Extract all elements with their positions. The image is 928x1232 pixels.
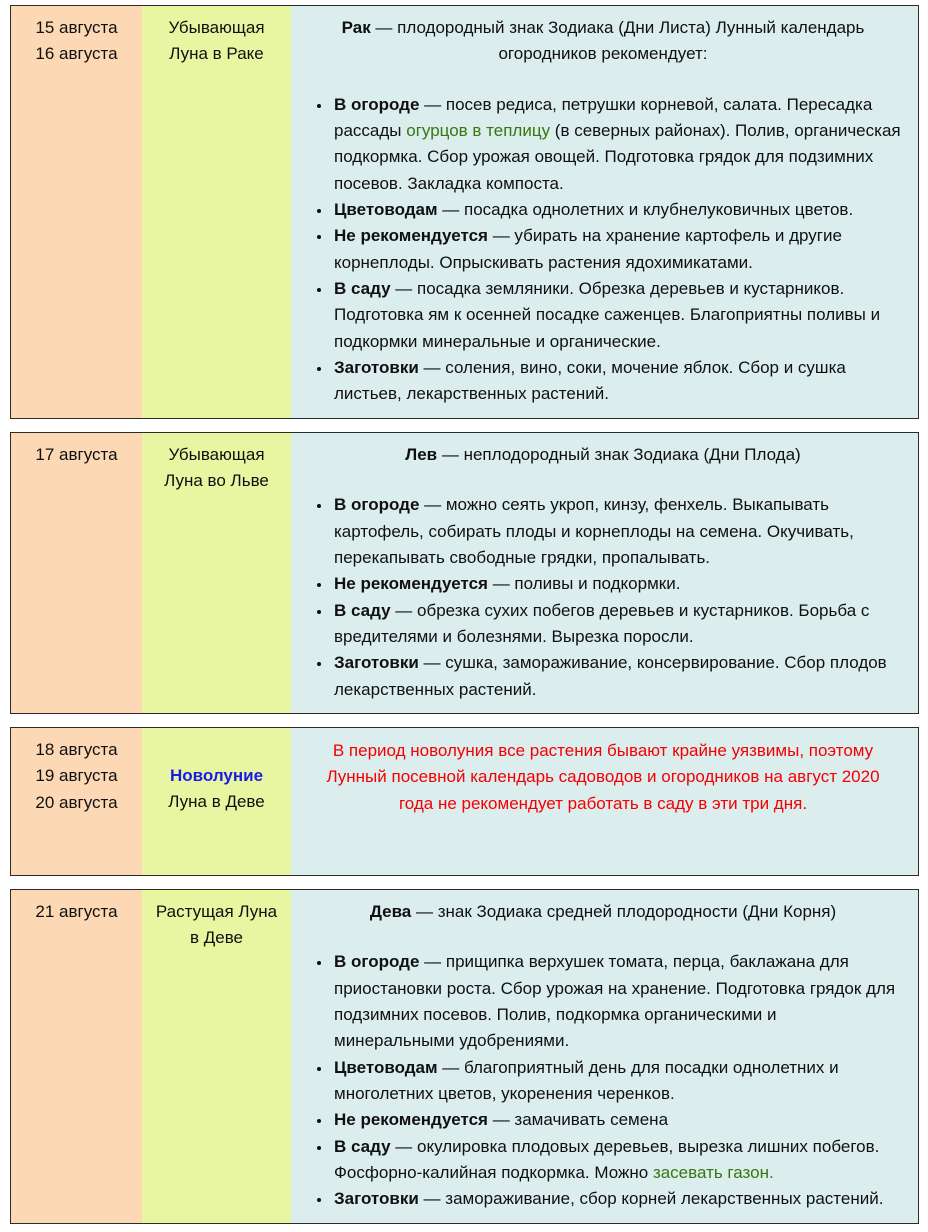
moon-phase-line: Убывающая xyxy=(168,444,265,464)
calendar-row-aug17 xyxy=(10,432,919,714)
recommendation-item xyxy=(332,223,901,276)
recommendation-term: Заготовки xyxy=(334,1189,419,1209)
recommendation-term: Не рекомендуется xyxy=(334,574,488,594)
recommendation-item xyxy=(332,1055,901,1108)
recommendations-list xyxy=(305,492,901,703)
date-cell xyxy=(11,6,142,418)
recommendation-text: (в северных районах). Полив, органическая подкормка. Сбор урожая овощей. Подготовка грядок для подзимних посевов. Закладка компоста. xyxy=(334,121,901,193)
moon-phase-cell xyxy=(142,890,291,1223)
moon-phase-line: в Деве xyxy=(189,928,244,948)
moon-phase-line: Убывающая xyxy=(168,18,265,37)
calendar-row-aug15-16 xyxy=(10,5,919,419)
recommendations-cell xyxy=(291,890,918,1223)
newmoon-warning: В период новолуния все растения бывают крайне уязвимы, поэтому Лунный посевной календарь садоводов и огородников на август 2020 года не рекомендует работать в саду в эти три дня. xyxy=(326,740,880,813)
recommendations-cell xyxy=(291,728,918,875)
zodiac-header-rest: — плодородный знак Зодиака (Дни Листа) Лунный календарь огородников рекомендует: xyxy=(370,18,865,64)
recommendation-item xyxy=(332,197,901,223)
zodiac-header xyxy=(305,15,901,68)
recommendation-text: — обрезка сухих побегов деревьев и кустарников. Борьба с вредителями и болезнями. Вырезка поросли. xyxy=(334,600,870,646)
greenhouse-cucumbers-link[interactable]: огурцов в теплицу xyxy=(406,121,551,141)
calendar-row-aug18-20 xyxy=(10,727,919,876)
recommendation-item xyxy=(332,1186,901,1212)
moon-phase-line: Луна в Деве xyxy=(168,792,265,812)
recommendation-term: Цветоводам xyxy=(334,1057,438,1077)
recommendation-item xyxy=(332,1107,901,1133)
recommendation-term: В огороде xyxy=(334,952,420,972)
recommendation-text: — посадка земляники. Обрезка деревьев и кустарников. Подготовка ям к осенней посадке саженцев. Благоприятны поливы и подкормки минеральные и органические. xyxy=(334,279,881,351)
recommendation-text: — прищипка верхушек томата, перца, баклажана для приостановки роста. Сбор урожая на хранение. Подготовка грядок для подзимних посевов. Полив, подкормка органическими и минеральными удобрениями. xyxy=(334,952,896,1051)
recommendation-text: — убирать на хранение картофель и другие корнеплоды. Опрыскивать растения ядохимикатами. xyxy=(334,226,842,272)
recommendation-text: — соления, вино, соки, мочение яблок. Сбор и сушка листьев, лекарственных растений. xyxy=(334,358,846,404)
zodiac-header-rest: — знак Зодиака средней плодородности (Дни Корня) xyxy=(411,901,837,921)
recommendation-term: Цветоводам xyxy=(334,200,438,220)
date-label: 16 августа xyxy=(35,44,118,64)
recommendations-cell xyxy=(291,433,918,713)
date-cell xyxy=(11,433,142,713)
sow-lawn-link[interactable]: засевать газон. xyxy=(652,1163,774,1182)
recommendation-item xyxy=(332,598,901,651)
zodiac-sign-name: Дева xyxy=(369,901,412,921)
recommendation-term: В саду xyxy=(334,279,391,299)
moon-phase-line: Растущая Луна xyxy=(155,901,278,921)
recommendation-text: — замораживание, сбор корней лекарственных растений. xyxy=(418,1189,884,1209)
recommendations-list xyxy=(305,92,901,408)
recommendation-term: Заготовки xyxy=(334,358,419,378)
moon-phase-cell xyxy=(142,728,291,875)
date-label: 20 августа xyxy=(35,792,118,812)
recommendation-text: — посев редиса, петрушки корневой, салата. Пересадка рассады xyxy=(334,94,873,141)
date-cell xyxy=(11,890,142,1223)
zodiac-sign-name: Лев xyxy=(405,444,438,464)
calendar-row-aug21 xyxy=(10,889,919,1224)
new-moon-label: Новолуние xyxy=(169,765,264,785)
moon-phase-cell xyxy=(142,6,291,418)
recommendation-text: — замачивать семена xyxy=(487,1110,669,1130)
date-label: 15 августа xyxy=(35,18,118,37)
recommendation-term: Заготовки xyxy=(334,653,419,673)
recommendation-item xyxy=(332,276,901,355)
recommendation-item xyxy=(332,949,901,1054)
recommendation-text: — посадка однолетних и клубнелуковичных цветов. xyxy=(437,200,854,220)
recommendation-item xyxy=(332,92,901,197)
recommendation-item xyxy=(332,492,901,571)
recommendation-text: — благоприятный день для посадки однолетних и многолетних цветов, укоренения черенков. xyxy=(334,1057,839,1103)
moon-phase-line: Луна в Раке xyxy=(169,44,264,64)
recommendation-term: В саду xyxy=(334,1136,391,1156)
recommendation-term: Не рекомендуется xyxy=(334,226,488,246)
recommendation-item xyxy=(332,355,901,408)
moon-phase-cell xyxy=(142,433,291,713)
recommendation-item xyxy=(332,571,901,597)
zodiac-sign-name: Рак xyxy=(341,18,371,37)
recommendation-text: — можно сеять укроп, кинзу, фенхель. Выкапывать картофель, собирать плоды и корнеплоды на семена. Окучивать, перекапывать свободные грядки, пропалывать. xyxy=(334,495,854,567)
zodiac-header xyxy=(305,899,901,925)
date-cell xyxy=(11,728,142,875)
recommendations-cell xyxy=(291,6,918,418)
recommendation-text: — окулировка плодовых деревьев, вырезка лишних побегов. Фосфорно-калийная подкормка. Можно xyxy=(334,1136,880,1182)
date-label: 19 августа xyxy=(35,766,118,786)
recommendation-text: — поливы и подкормки. xyxy=(487,574,681,594)
zodiac-header-rest: — неплодородный знак Зодиака (Дни Плода) xyxy=(437,444,801,464)
date-label: 21 августа xyxy=(35,901,118,921)
recommendation-term: Не рекомендуется xyxy=(334,1110,488,1130)
recommendations-list xyxy=(305,949,901,1212)
recommendation-term: В огороде xyxy=(334,495,420,515)
recommendation-item xyxy=(332,650,901,703)
recommendation-term: В саду xyxy=(334,600,391,620)
date-label: 17 августа xyxy=(35,444,118,464)
recommendation-term: В огороде xyxy=(334,94,420,114)
moon-phase-line: Луна во Льве xyxy=(164,471,269,491)
date-label: 18 августа xyxy=(35,739,118,759)
recommendation-item xyxy=(332,1134,901,1187)
zodiac-header xyxy=(305,442,901,468)
recommendation-text: — сушка, замораживание, консервирование. Сбор плодов лекарственных растений. xyxy=(334,653,887,699)
